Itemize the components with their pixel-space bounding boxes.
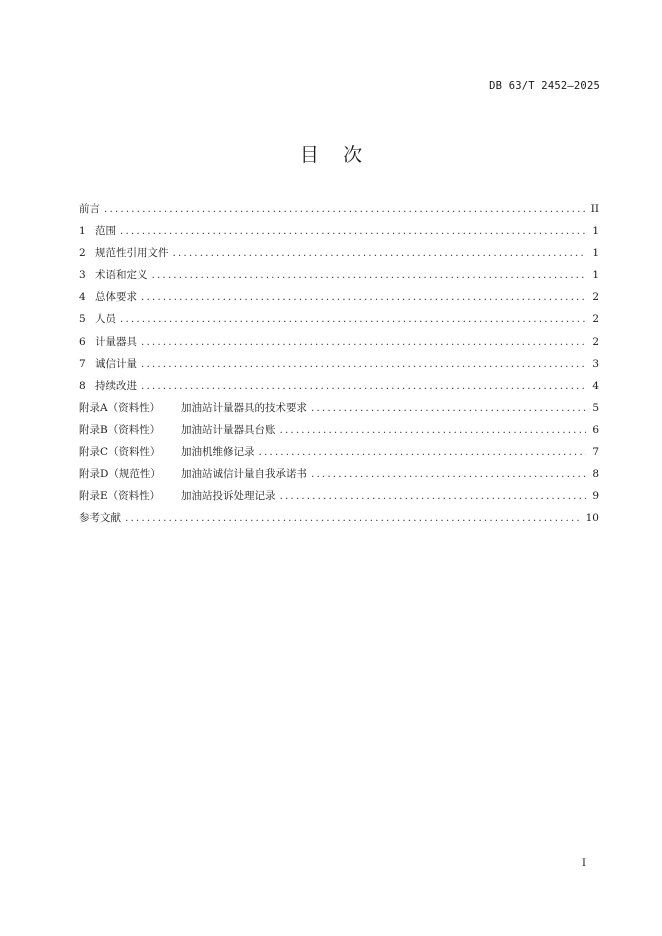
toc-entry-label: 诚信计量 (95, 357, 137, 370)
toc-entry-number: 6 (79, 335, 86, 348)
toc-entry-label: 持续改进 (95, 379, 137, 392)
toc-appendix-prefix: 附录A（资料性） (79, 401, 161, 414)
toc-entry-label: 加油站诚信计量自我承诺书 (181, 468, 307, 481)
toc-entry-page: 9 (592, 490, 599, 503)
toc-entry-page: 7 (592, 446, 599, 459)
toc-entry-normative-references[interactable] (79, 242, 599, 264)
toc-entry-appendix-c[interactable] (79, 441, 599, 463)
toc-dot-leader (104, 198, 586, 220)
toc-entry-continuous-improvement[interactable] (79, 375, 599, 397)
toc-dot-leader (141, 353, 586, 375)
toc-dot-leader (120, 220, 586, 242)
toc-entry-appendix-e[interactable] (79, 485, 599, 507)
document-code: DB 63/T 2452—2025 (489, 80, 600, 92)
toc-dot-leader (280, 485, 587, 507)
toc-entry-appendix-d[interactable] (79, 463, 599, 485)
toc-entry-personnel[interactable] (79, 308, 599, 330)
toc-title: 目 次 (299, 144, 363, 166)
toc-entry-page: II (590, 203, 599, 215)
toc-entry-label: 前言 (79, 203, 100, 215)
toc-dot-leader (173, 242, 587, 264)
toc-entry-label: 加油机维修记录 (181, 446, 255, 459)
toc-entry-label: 术语和定义 (95, 269, 148, 282)
toc-entry-page: 4 (592, 379, 599, 392)
toc-entry-honest-measurement[interactable] (79, 353, 599, 375)
toc-entry-number: 8 (79, 379, 86, 392)
toc-entry-number: 4 (79, 291, 86, 304)
toc-entry-label: 参考文献 (79, 512, 121, 525)
toc-entry-number: 7 (79, 357, 86, 370)
table-of-contents (79, 198, 599, 529)
toc-entry-number: 5 (79, 313, 86, 326)
toc-entry-number: 2 (79, 247, 86, 260)
toc-entry-page: 1 (592, 269, 599, 282)
toc-entry-appendix-a[interactable] (79, 397, 599, 419)
toc-entry-label: 加油站投诉处理记录 (181, 490, 276, 503)
toc-dot-leader (141, 331, 586, 353)
toc-entry-page: 3 (592, 357, 599, 370)
toc-entry-label: 总体要求 (95, 291, 137, 304)
toc-entry-page: 10 (585, 512, 599, 525)
toc-appendix-prefix: 附录E（资料性） (79, 490, 161, 503)
toc-entry-foreword[interactable] (79, 198, 599, 220)
toc-dot-leader (311, 463, 586, 485)
toc-dot-leader (311, 397, 586, 419)
toc-entry-label: 范围 (95, 225, 116, 238)
toc-entry-page: 5 (592, 401, 599, 414)
toc-entry-terms-definitions[interactable] (79, 264, 599, 286)
toc-entry-page: 2 (592, 313, 599, 326)
toc-entry-page: 8 (592, 468, 599, 481)
toc-appendix-prefix: 附录C（资料性） (79, 446, 161, 459)
toc-appendix-prefix: 附录D（规范性） (79, 468, 161, 481)
toc-dot-leader (259, 441, 587, 463)
toc-dot-leader (141, 286, 586, 308)
toc-entry-scope[interactable] (79, 220, 599, 242)
toc-dot-leader (120, 308, 586, 330)
toc-entry-number: 1 (79, 225, 86, 238)
toc-entry-label: 加油站计量器具台账 (181, 423, 276, 436)
toc-entry-number: 3 (79, 269, 86, 282)
toc-entry-page: 6 (592, 423, 599, 436)
toc-appendix-prefix: 附录B（资料性） (79, 423, 161, 436)
toc-dot-leader (152, 264, 587, 286)
toc-entry-bibliography[interactable] (79, 507, 599, 529)
toc-entry-page: 1 (592, 225, 599, 238)
toc-dot-leader (280, 419, 587, 441)
page-number: I (582, 858, 586, 869)
toc-entry-page: 2 (592, 291, 599, 304)
toc-entry-page: 2 (592, 335, 599, 348)
toc-entry-page: 1 (592, 247, 599, 260)
toc-entry-label: 人员 (95, 313, 116, 326)
toc-dot-leader (141, 375, 586, 397)
toc-entry-general-requirements[interactable] (79, 286, 599, 308)
toc-entry-appendix-b[interactable] (79, 419, 599, 441)
toc-entry-label: 加油站计量器具的技术要求 (181, 401, 307, 414)
toc-dot-leader (125, 507, 581, 529)
toc-entry-measuring-instruments[interactable] (79, 331, 599, 353)
toc-entry-label: 规范性引用文件 (95, 247, 169, 260)
toc-entry-label: 计量器具 (95, 335, 137, 348)
